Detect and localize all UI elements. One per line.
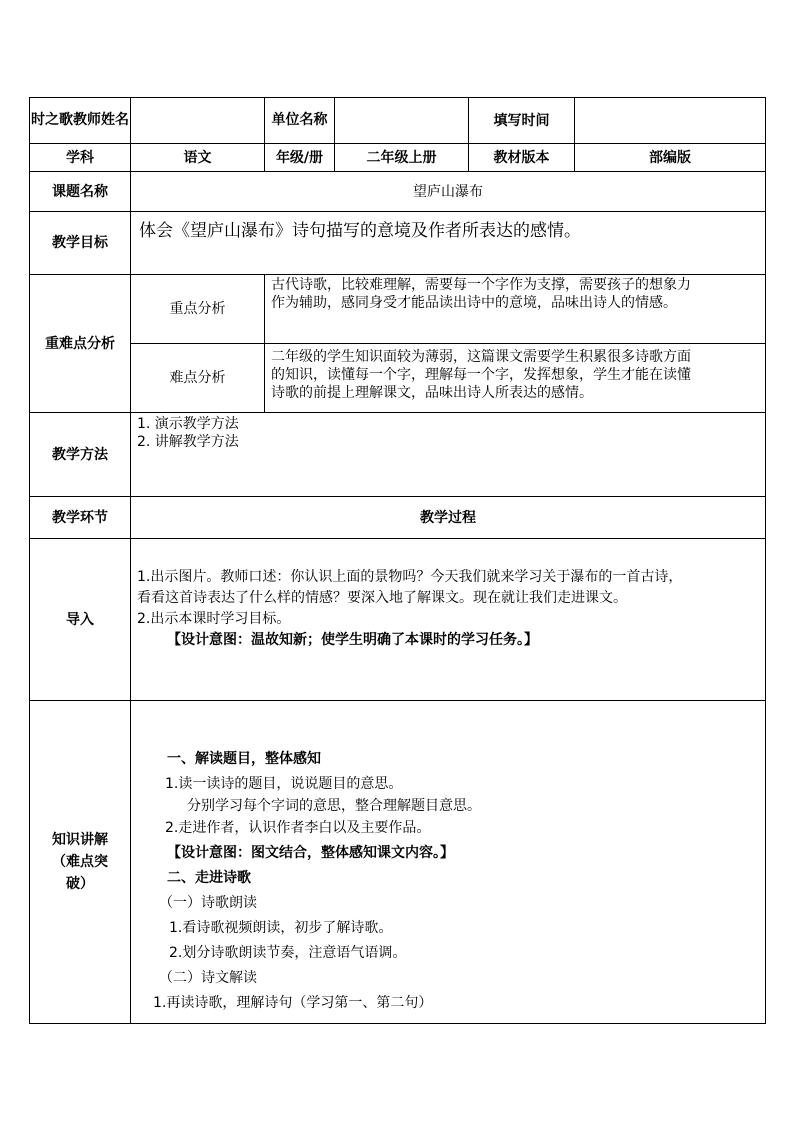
stage-label: 教学环节 <box>30 497 131 539</box>
knowledge-row <box>30 701 766 1024</box>
unit-label: 单位名称 <box>265 98 335 144</box>
header-row <box>30 98 766 144</box>
unit-value <box>335 98 469 144</box>
difficult-analysis-row <box>30 344 766 413</box>
design-intent-note: 【设计意图：温故知新；使学生明确了本课时的学习任务。】 <box>167 632 538 648</box>
knowledge-line: 2.划分诗歌朗读节奏，注意语气语调。 <box>169 945 407 961</box>
key-analysis-text <box>265 275 766 344</box>
difficult-analysis-label: 难点分析 <box>131 344 265 413</box>
method-list <box>131 413 766 497</box>
knowledge-label <box>30 701 131 1024</box>
knowledge-line: 1.再读诗歌，理解诗句（学习第一、第二句） <box>153 995 433 1011</box>
intro-content <box>131 539 766 701</box>
knowledge-line: 2.走进作者，认识作者李白以及主要作品。 <box>165 820 431 836</box>
method-row <box>30 413 766 497</box>
intro-line: 1.出示图片。教师口述：你认识上面的景物吗？今天我们就来学习关于瀑布的一首古诗， <box>137 569 683 585</box>
knowledge-label-line: 知识讲解 <box>52 832 108 848</box>
topic-row <box>30 172 766 212</box>
date-label: 填写时间 <box>469 98 575 144</box>
analysis-label: 重难点分析 <box>30 275 131 413</box>
key-analysis-label: 重点分析 <box>131 275 265 344</box>
grade-label: 年级/册 <box>265 144 335 172</box>
key-analysis-row <box>30 275 766 344</box>
section-heading: 一、解读题目，整体感知 <box>167 751 321 767</box>
method-item: 1. 演示教学方法 <box>137 416 239 432</box>
difficult-analysis-text <box>265 344 766 413</box>
date-value <box>575 98 766 144</box>
subject-row <box>30 144 766 172</box>
method-item: 2. 讲解教学方法 <box>137 434 239 450</box>
knowledge-line: （二）诗文解读 <box>159 970 257 986</box>
section-heading: 二、走进诗歌 <box>167 870 251 886</box>
knowledge-line: 1.读一读诗的题目，说说题目的意思。 <box>165 776 403 792</box>
method-label: 教学方法 <box>30 413 131 497</box>
difficult-analysis-line: 的知识，读懂每一个字，理解每一个字，发挥想象，学生才能在读懂 <box>271 367 691 383</box>
intro-row <box>30 539 766 701</box>
knowledge-line: 分别学习每个字词的意思，整合理解题目意思。 <box>187 798 481 814</box>
intro-line: 2.出示本课时学习目标。 <box>137 611 291 627</box>
difficult-analysis-line: 诗歌的前提上理解课文，品味出诗人所表达的感情。 <box>271 385 593 401</box>
topic-value: 望庐山瀑布 <box>131 172 766 212</box>
knowledge-label-line: （难点突 <box>52 854 108 870</box>
edition-value: 部编版 <box>575 144 766 172</box>
goal-value: 体会《望庐山瀑布》诗句描写的意境及作者所表达的感情。 <box>131 212 766 275</box>
key-analysis-line: 古代诗歌，比较难理解，需要每一个字作为支撑，需要孩子的想象力 <box>271 277 691 293</box>
knowledge-content <box>131 701 766 1024</box>
knowledge-line: 1.看诗歌视频朗读，初步了解诗歌。 <box>169 920 393 936</box>
teacher-label: 时之歌教师姓名 <box>30 98 131 144</box>
process-header-row <box>30 497 766 539</box>
goal-row <box>30 212 766 275</box>
design-intent-note: 【设计意图：图文结合，整体感知课文内容。】 <box>167 845 454 861</box>
edition-label: 教材版本 <box>469 144 575 172</box>
teacher-value <box>131 98 265 144</box>
intro-label: 导入 <box>30 539 131 701</box>
goal-label: 教学目标 <box>30 212 131 275</box>
knowledge-line: （一）诗歌朗读 <box>159 895 257 911</box>
difficult-analysis-line: 二年级的学生知识面较为薄弱，这篇课文需要学生积累很多诗歌方面 <box>271 349 691 365</box>
intro-line: 看看这首诗表达了什么样的情感？要深入地了解课文。现在就让我们走进课文。 <box>137 590 627 606</box>
lesson-plan-table <box>29 97 766 1024</box>
knowledge-label-line: 破） <box>66 876 94 892</box>
subject-value: 语文 <box>131 144 265 172</box>
grade-value: 二年级上册 <box>335 144 469 172</box>
topic-label: 课题名称 <box>30 172 131 212</box>
key-analysis-line: 作为辅助，感同身受才能品读出诗中的意境，品味出诗人的情感。 <box>271 295 677 311</box>
subject-label: 学科 <box>30 144 131 172</box>
process-label: 教学过程 <box>131 497 766 539</box>
